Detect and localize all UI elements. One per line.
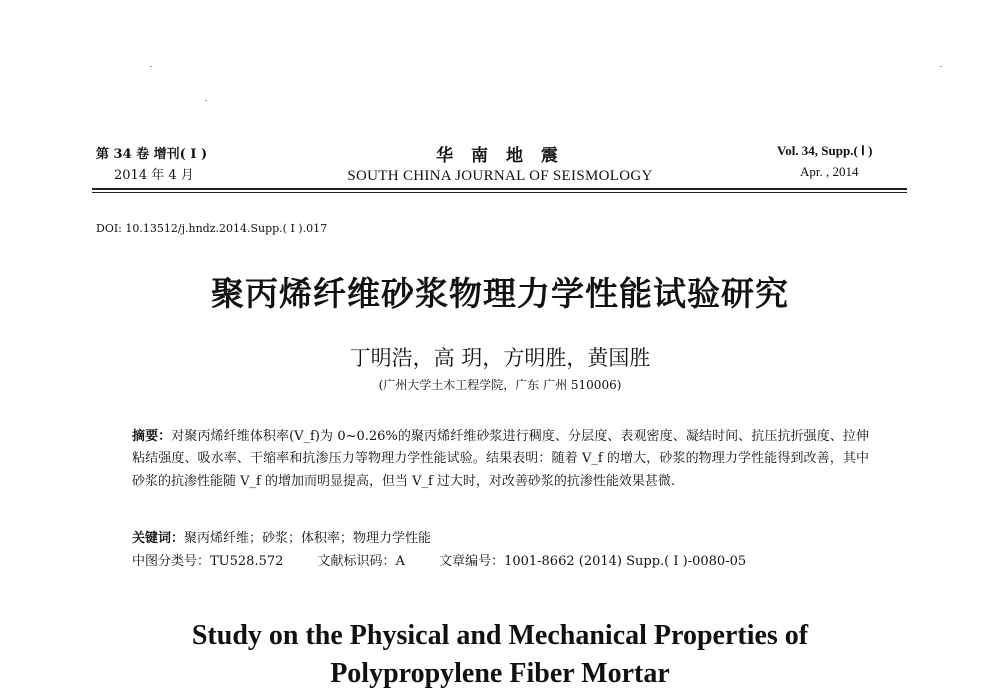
- scan-speck: [940, 66, 942, 67]
- english-title-line2: Polypropylene Fiber Mortar: [330, 658, 670, 689]
- article-number: 文章编号：1001-8662 (2014) Supp.( Ⅰ )-0080-05: [439, 554, 747, 569]
- header-date-cn: 2014 年 4 月: [114, 168, 194, 183]
- header-rule-thick: [92, 188, 907, 190]
- affiliation: (广州大学土木工程学院，广东 广州 510006): [378, 378, 622, 392]
- scan-speck: [205, 100, 207, 101]
- doi: DOI: 10.13512/j.hndz.2014.Supp.( Ⅰ ).017: [96, 222, 328, 235]
- header-journal-en: SOUTH CHINA JOURNAL OF SEISMOLOGY: [347, 168, 653, 184]
- abstract-label: 摘要：: [132, 429, 172, 444]
- abstract: [132, 426, 869, 493]
- authors: 丁明浩，高 玥，方明胜，黄国胜: [349, 346, 651, 370]
- header-date-en: Apr. , 2014: [800, 164, 859, 179]
- page-title: 聚丙烯纤维砂浆物理力学性能试验研究: [211, 274, 789, 313]
- header-volume-en: Vol. 34, Supp.( Ⅰ ): [777, 143, 873, 158]
- english-title-line1: Study on the Physical and Mechanical Properties of: [191, 620, 809, 651]
- english-title: [0, 617, 1000, 693]
- keywords: [132, 527, 461, 546]
- clc-number: 中图分类号：TU528.572: [132, 554, 284, 569]
- abstract-text: 对聚丙烯纤维体积率(V_f)为 0~0.26%的聚丙烯纤维砂浆进行稠度、分层度、表观密度、凝结时间、抗压抗折强度、拉伸粘结强度、吸水率、干缩率和抗渗压力等物理力学性能试验。结果表明：随着 V_f 的增大，砂浆的物理力学性能得到改善，其中砂浆的抗渗性能随 V_f 的增加而明显提高，但当 V_f 过大时，对改善砂浆的抗渗性能效果甚微.: [132, 429, 869, 489]
- header-rule-thin: [92, 192, 907, 193]
- header-volume-cn: 第 34 卷 增刊( Ⅰ ): [96, 147, 208, 162]
- classification-line: [132, 550, 776, 569]
- header-journal-cn: 华 南 地 震: [436, 146, 564, 166]
- scan-speck: [150, 66, 152, 67]
- keywords-text: 聚丙烯纤维；砂浆；体积率；物理力学性能: [184, 531, 432, 546]
- document-code: 文献标识码：A: [317, 554, 405, 569]
- keywords-label: 关键词：: [132, 531, 185, 546]
